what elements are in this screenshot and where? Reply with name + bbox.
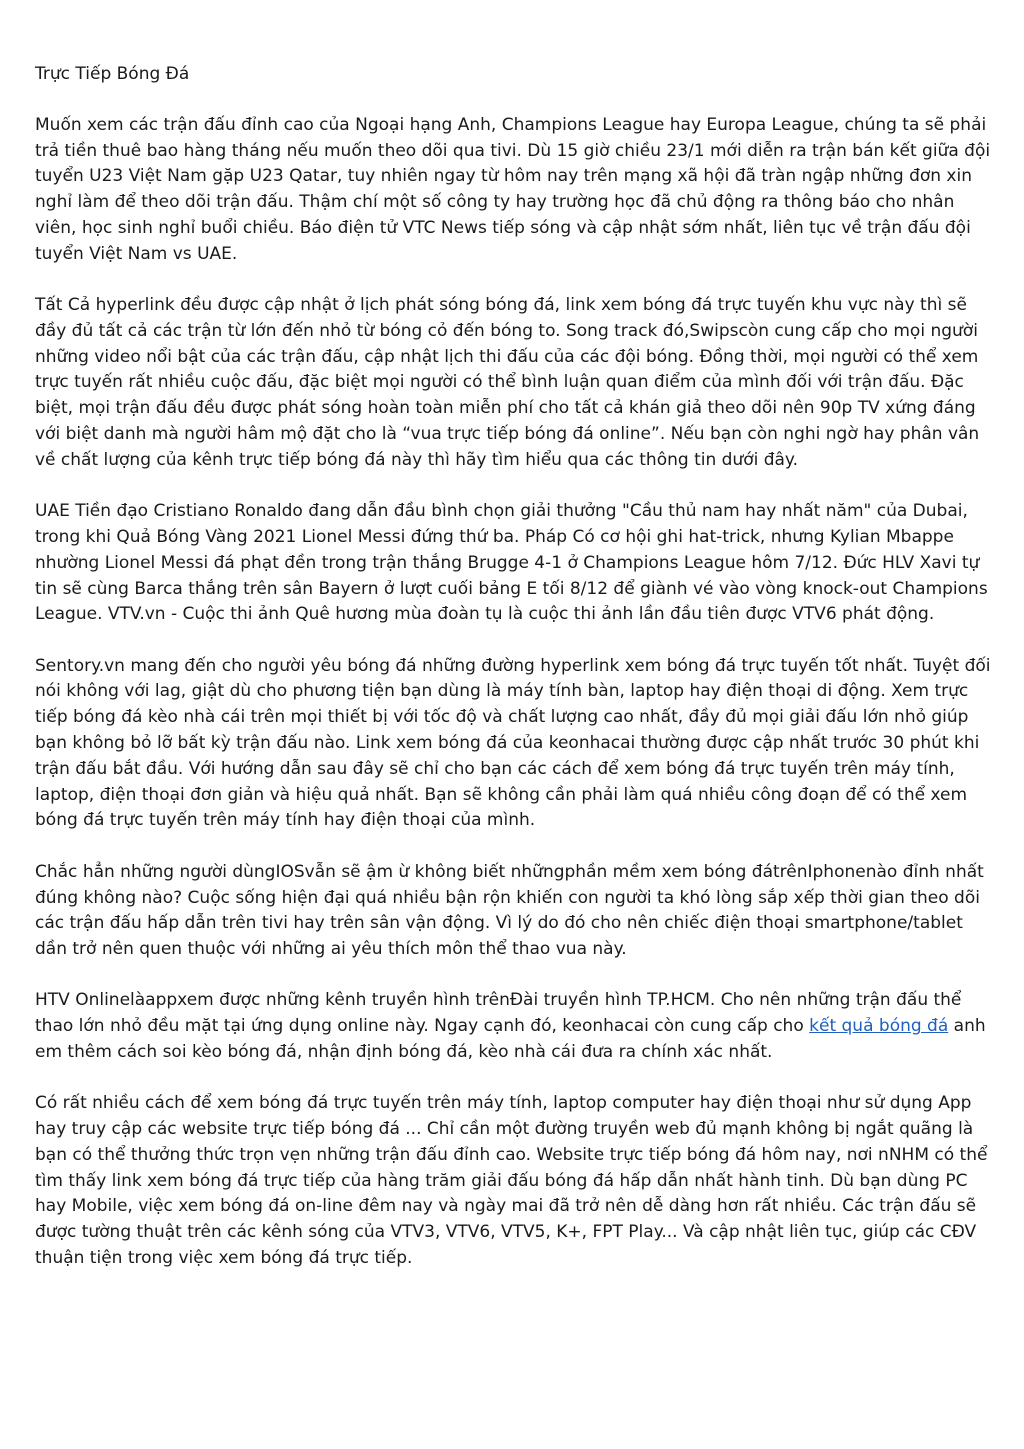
paragraph-6 — [35, 988, 995, 1065]
paragraph-3: UAE Tiền đạo Cristiano Ronaldo đang dẫn đầu bình chọn giải thưởng "Cầu thủ nam hay nhất năm" của Dubai, trong khi Quả Bóng Vàng 2021 Lionel Messi đứng thứ ba. Pháp Có cơ hội ghi hat-trick, nhưng Kylian Mbappe nhường Lionel Messi đá phạt đền trong trận thắng Brugge 4-1 ở Champions League hôm 7/12. Đức HLV Xavi tự tin sẽ cùng Barca thắng trên sân Bayern ở lượt cuối bảng E tối 8/12 để giành vé vào vòng knock-out Champions League. VTV.vn - Cuộc thi ảnh Quê hương mùa đoàn tụ là cuộc thi ảnh lần đầu tiên được VTV6 phát động. — [35, 501, 988, 625]
paragraph-5: Chắc hẳn những người dùngIOSvẫn sẽ ậm ừ không biết nhữngphần mềm xem bóng đátrênIphonenào đỉnh nhất đúng không nào? Cuộc sống hiện đại quá nhiều bận rộn khiến con người ta khó lòng sắp xếp thời gian theo dõi các trận đấu hấp dẫn trên tivi hay trên sân vận động. Vì lý do đó cho nên chiếc điện thoại smartphone/tablet dần trở nên quen thuộc với những ai yêu thích môn thể thao vua này. — [35, 861, 984, 960]
paragraph-1: Muốn xem các trận đấu đỉnh cao của Ngoại hạng Anh, Champions League hay Europa League, chúng ta sẽ phải trả tiền thuê bao hàng tháng nếu muốn theo dõi qua tivi. Dù 15 giờ chiều 23/1 mới diễn ra trận bán kết giữa đội tuyển U23 Việt Nam gặp U23 Qatar, tuy nhiên ngay từ hôm nay trên mạng xã hội đã tràn ngập những đơn xin nghỉ làm để theo dõi trận đấu. Thậm chí một số công ty hay trường học đã chủ động ra thông báo cho nhân viên, học sinh nghỉ buổi chiều. Báo điện tử VTC News tiếp sóng và cập nhật sớm nhất, liên tục về trận đấu đội tuyển Việt Nam vs UAE. — [35, 114, 991, 264]
ket-qua-bong-da-link[interactable]: kết quả bóng đá — [809, 1016, 949, 1037]
paragraph-4: Sentory.vn mang đến cho người yêu bóng đá những đường hyperlink xem bóng đá trực tuyến tốt nhất. Tuyệt đối nói không với lag, giật dù cho phương tiện bạn dùng là máy tính bàn, laptop hay điện thoại di động. Xem trực tiếp bóng đá kèo nhà cái trên mọi thiết bị với tốc độ và chất lượng cao nhất, đầy đủ mọi giải đấu lớn nhỏ giúp bạn không bỏ lỡ bất kỳ trận đấu nào. Link xem bóng đá của keonhacai thường được cập nhất trước 30 phút khi trận đấu bắt đầu. Với hướng dẫn sau đây sẽ chỉ cho bạn các cách để xem bóng đá trực tuyến trên máy tính, laptop, điện thoại đơn giản và hiệu quả nhất. Bạn sẽ không cần phải làm quá nhiều công đoạn để có thể xem bóng đá trực tuyến trên máy tính hay điện thoại của mình. — [35, 655, 991, 831]
paragraph-2: Tất Cả hyperlink đều được cập nhật ở lịch phát sóng bóng đá, link xem bóng đá trực tuyến khu vực này thì sẽ đầy đủ tất cả các trận từ lớn đến nhỏ từ bóng cỏ đến bóng to. Song track đó,Swipscòn cung cấp cho mọi người những video nổi bật của các trận đấu, cập nhật lịch thi đấu của các đội bóng. Đồng thời, mọi người có thể xem trực tuyến rất nhiều cuộc đấu, đặc biệt mọi người có thể bình luận quan điểm của mình đối với trận đấu. Đặc biệt, mọi trận đấu đều được phát sóng hoàn toàn miễn phí cho tất cả khán giả theo dõi nên 90p TV xứng đáng với biệt danh mà người hâm mộ đặt cho là “vua trực tiếp bóng đá online”. Nếu bạn còn nghi ngờ hay phân vân về chất lượng của kênh trực tiếp bóng đá này thì hãy tìm hiểu qua các thông tin dưới đây. — [35, 295, 980, 470]
paragraph-6-before: HTV Onlinelàappxem được những kênh truyền hình trênĐài truyền hình TP.HCM. Cho nên những trận đấu thể thao lớn nhỏ đều mặt tại ứng dụng online này. Ngay cạnh đó, keonhacai còn cung cấp cho — [35, 990, 962, 1037]
document-title: Trực Tiếp Bóng Đá — [35, 64, 190, 84]
paragraph-7: Có rất nhiều cách để xem bóng đá trực tuyến trên máy tính, laptop computer hay điện thoại như sử dụng App hay truy cập các website trực tiếp bóng đá ... Chỉ cần một đường truyền web đủ mạnh không bị ngắt quãng là bạn có thể thưởng thức trọn vẹn những trận đấu đỉnh cao. Website trực tiếp bóng đá hôm nay, nơi nNHM có thể tìm thấy link xem bóng đá trực tiếp của hàng trăm giải đấu bóng đá hấp dẫn nhất hành tinh. Dù bạn dùng PC hay Mobile, việc xem bóng đá on-line đêm nay và ngày mai đã trở nên dễ dàng hơn rất nhiều. Các trận đấu sẽ được tường thuật trên các kênh sóng của VTV3, VTV6, VTV5, K+, FPT Play... Và cập nhật liên tục, giúp các CĐV thuận tiện trong việc xem bóng đá trực tiếp. — [35, 1093, 988, 1269]
document-page — [35, 62, 995, 1297]
paragraph-6-after: anh em thêm cách soi kèo bóng đá, nhận định bóng đá, kèo nhà cái đưa ra chính xác nhất. — [35, 1016, 986, 1062]
